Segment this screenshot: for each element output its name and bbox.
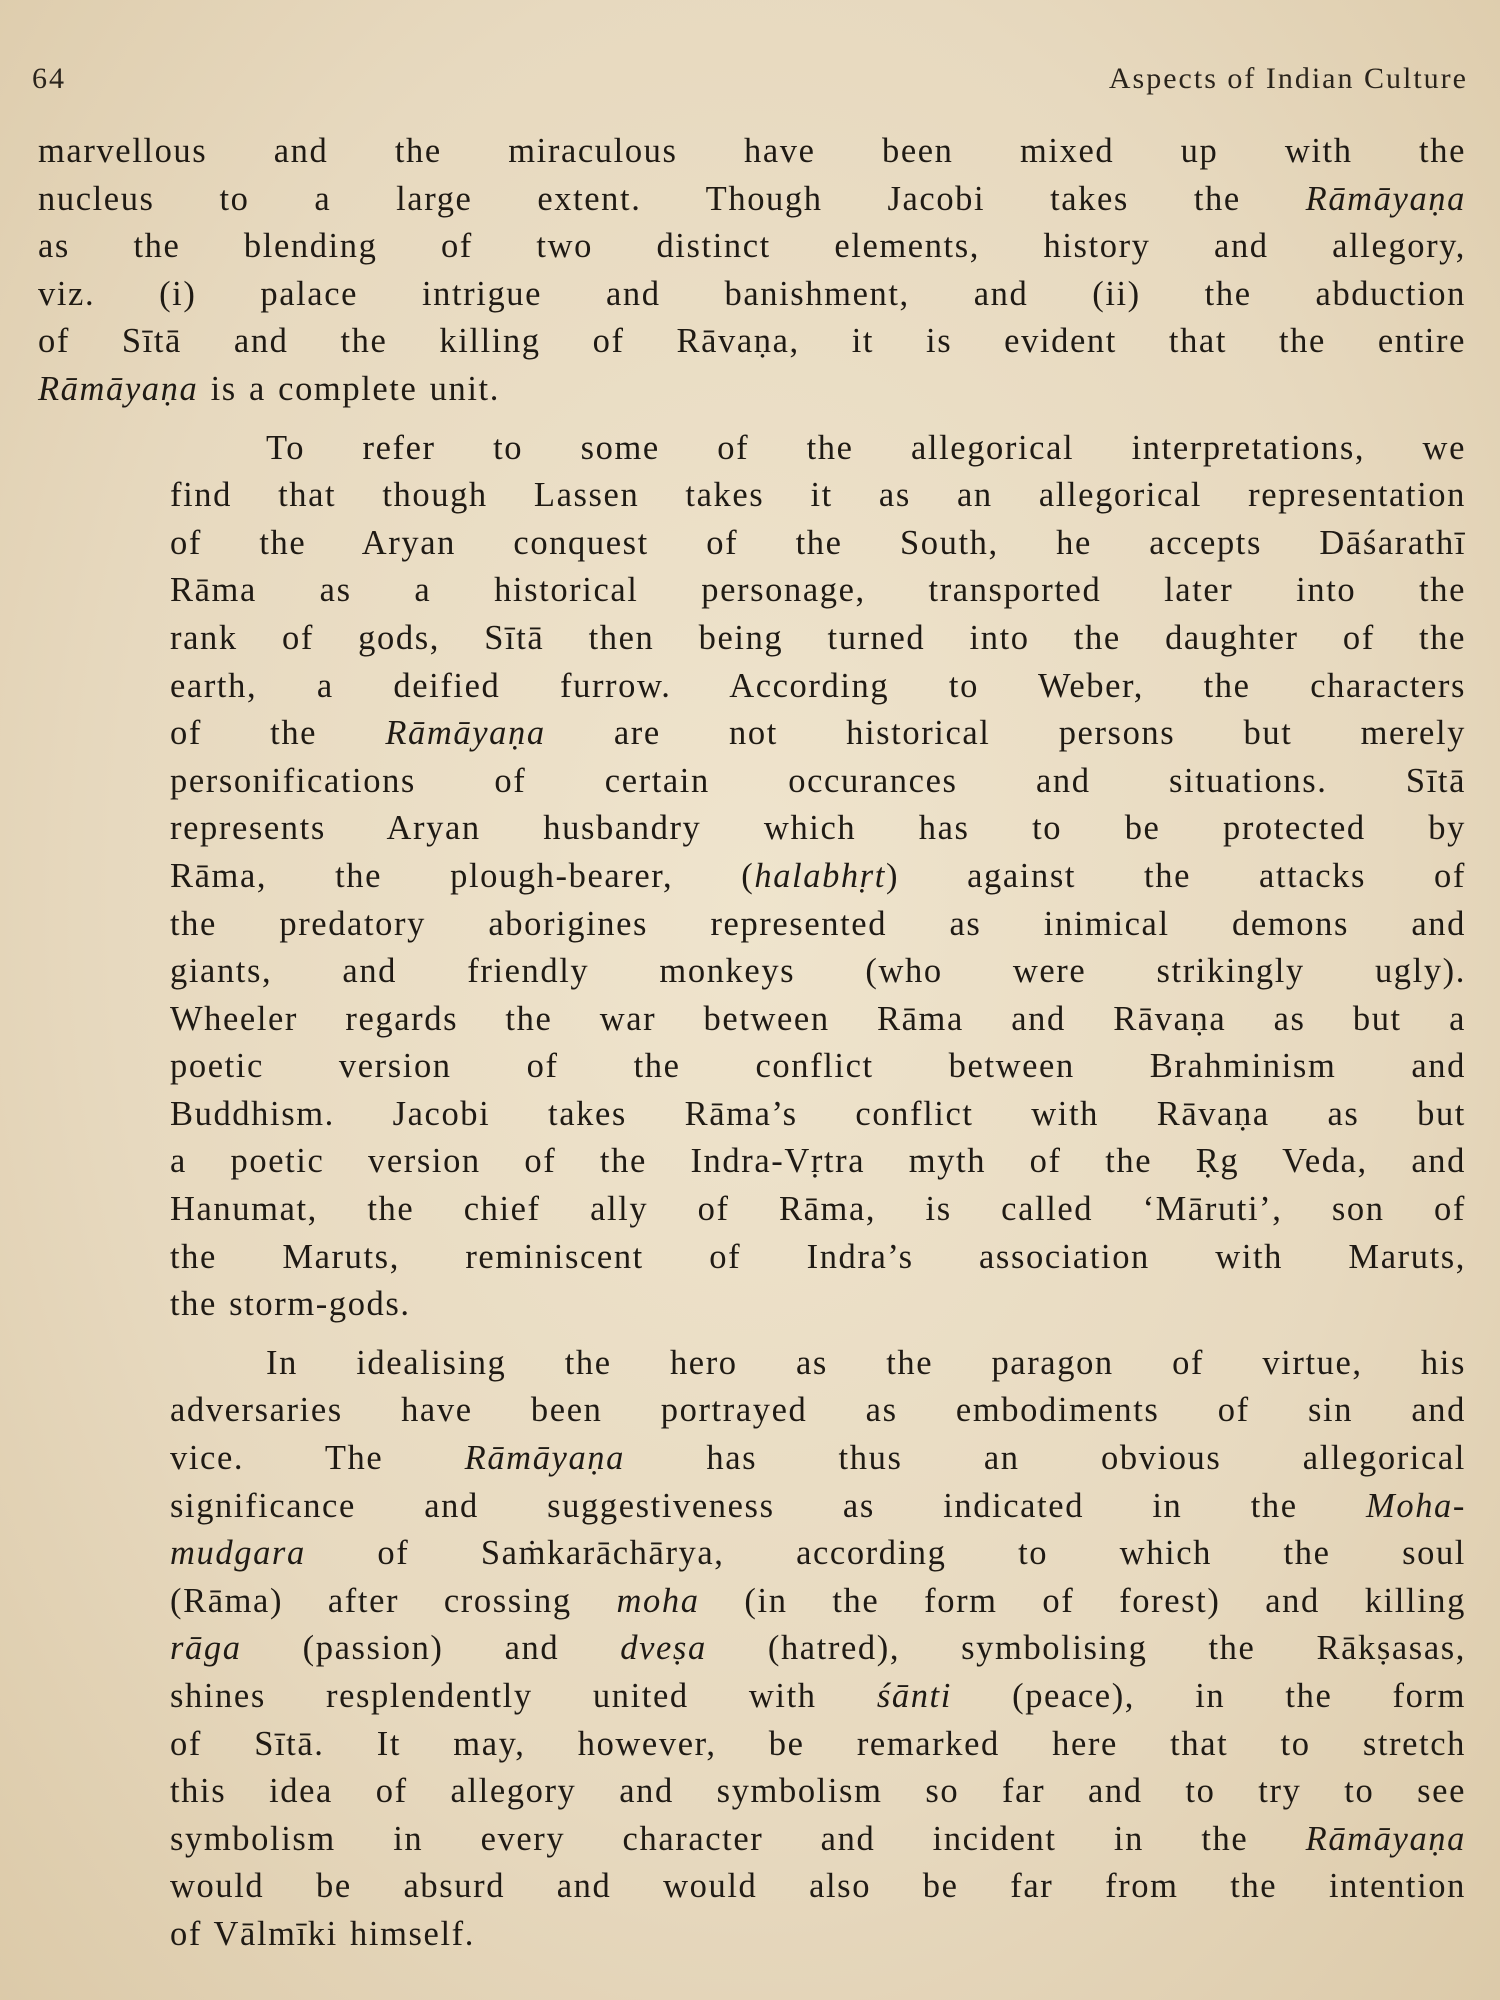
text-line: [38, 615, 1466, 663]
text-run: nucleus to a large extent. Though Jacobi takes the: [38, 179, 1306, 218]
text-run: Hanumat, the chief ally of Rāma, is called ‘Māruti’, son of: [170, 1190, 1466, 1229]
text-run: would be absurd and would also be far from the intention: [170, 1867, 1466, 1906]
text-line: [38, 1721, 1466, 1769]
italic-term: rāga: [170, 1629, 242, 1668]
text-run: (peace), in the form: [951, 1677, 1466, 1715]
text-line: [38, 1911, 1466, 1959]
text-line: [38, 901, 1466, 949]
text-line: [38, 223, 1466, 271]
text-line: [38, 1625, 1466, 1673]
text-line: [38, 1387, 1466, 1435]
italic-term: Rāmāyaṇa: [38, 369, 199, 408]
running-head: [32, 62, 1468, 102]
italic-term: moha: [616, 1581, 700, 1620]
text-run: symbolism in every character and incident in the: [170, 1819, 1306, 1858]
text-line: [38, 1816, 1466, 1864]
text-run: Buddhism. Jacobi takes Rāma’s conflict with Rāvaṇa as but: [170, 1094, 1466, 1133]
text-run: is a complete unit.: [198, 369, 500, 408]
text-run: as the blending of two distinct elements, history and allegory,: [38, 227, 1466, 266]
text-run: vice. The: [170, 1439, 465, 1478]
text-line: [38, 271, 1466, 319]
paragraph-2: [38, 425, 1466, 1329]
paragraph-1: [38, 128, 1466, 414]
text-run: personifications of certain occurances and situations. Sītā: [170, 761, 1466, 800]
text-run: of Sītā and the killing of Rāvaṇa, it is evident that the entire: [38, 322, 1466, 361]
text-run: giants, and friendly monkeys (who were strikingly ugly).: [170, 952, 1466, 991]
text-line: [38, 520, 1466, 568]
text-line: [38, 663, 1466, 711]
text-line: [38, 1578, 1466, 1626]
running-head-title: Aspects of Indian Culture: [1108, 62, 1468, 95]
text-run: poetic version of the conflict between Brahminism and: [170, 1047, 1466, 1086]
text-run: of Saṁkarāchārya, according to which the soul: [305, 1534, 1466, 1573]
text-run: are not historical persons but merely: [545, 714, 1466, 753]
text-line: [38, 758, 1466, 806]
text-run: of the: [170, 714, 386, 753]
text-line: [38, 996, 1466, 1044]
text-run: Rāma as a historical personage, transported later into the: [170, 571, 1466, 610]
italic-term: dveṣa: [620, 1629, 707, 1668]
text-line: [38, 366, 1466, 414]
text-line: [38, 318, 1466, 366]
text-line: [38, 1483, 1466, 1531]
text-run: Rāma, the plough-bearer, (: [170, 856, 755, 895]
text-run: find that though Lassen takes it as an allegorical representation: [170, 476, 1466, 515]
text-line: [38, 1043, 1466, 1091]
text-line: [38, 425, 1466, 473]
text-line: [38, 176, 1466, 224]
text-line: [38, 567, 1466, 615]
text-run: To refer to some of the allegorical interpretations, we: [266, 428, 1466, 467]
text-run: of Vālmīki himself.: [170, 1914, 475, 1953]
text-run: a poetic version of the Indra-Vṛtra myth of the Ṛg Veda, and: [170, 1142, 1466, 1181]
text-run: the Maruts, reminiscent of Indra’s association with Maruts,: [170, 1237, 1466, 1276]
italic-term: Rāmāyaṇa: [1305, 179, 1466, 218]
text-line: [38, 853, 1466, 901]
text-run: Wheeler regards the war between Rāma and Rāvaṇa as but a: [170, 999, 1466, 1038]
text-line: [38, 1863, 1466, 1911]
italic-term: Rāmāyaṇa: [1305, 1819, 1466, 1858]
text-line: [38, 1234, 1466, 1282]
text-run: earth, a deified furrow. According to Weber, the characters: [170, 666, 1466, 705]
italic-term: śānti: [876, 1677, 952, 1715]
text-run: rank of gods, Sītā then being turned into the daughter of the: [170, 618, 1466, 657]
italic-term: Rāmāyaṇa: [464, 1439, 626, 1478]
text-run: has thus an obvious allegorical: [625, 1439, 1466, 1478]
text-run: the predatory aborigines represented as inimical demons and: [170, 904, 1466, 943]
paragraph-3: [38, 1340, 1466, 1959]
text-line: [38, 1768, 1466, 1816]
text-run: this idea of allegory and symbolism so far and to try to see: [170, 1772, 1466, 1811]
text-line: [38, 1091, 1466, 1139]
page-number: 64: [32, 62, 66, 95]
text-run: significance and suggestiveness as indicated in the: [170, 1486, 1367, 1525]
text-line: [38, 1530, 1466, 1578]
text-run: shines resplendently united with: [170, 1677, 877, 1715]
text-run: (Rāma) after crossing: [170, 1581, 617, 1620]
text-run: marvellous and the miraculous have been mixed up with the: [38, 132, 1466, 170]
text-line: [38, 1340, 1466, 1388]
text-run: ) against the attacks of: [886, 856, 1466, 895]
italic-term: Rāmāyaṇa: [385, 714, 546, 753]
text-run: represents Aryan husbandry which has to be protected by: [170, 809, 1466, 848]
text-line: [38, 710, 1466, 758]
italic-term: Moha-: [1366, 1486, 1466, 1525]
text-run: adversaries have been portrayed as embodiments of sin and: [170, 1391, 1466, 1430]
italic-term: mudgara: [170, 1534, 306, 1573]
text-run: of Sītā. It may, however, be remarked here that to stretch: [170, 1724, 1466, 1763]
text-line: [38, 1186, 1466, 1234]
text-line: [38, 1435, 1466, 1483]
text-run: the storm-gods.: [170, 1285, 411, 1324]
text-line: [38, 805, 1466, 853]
body-text: [38, 128, 1466, 1959]
text-run: viz. (i) palace intrigue and banishment, and (ii) the abduction: [38, 274, 1466, 313]
text-run: of the Aryan conquest of the South, he accepts Dāśarathī: [170, 523, 1466, 562]
text-run: (passion) and: [241, 1629, 621, 1668]
text-line: [38, 948, 1466, 996]
text-run: (hatred), symbolising the Rākṣasas,: [706, 1629, 1466, 1668]
text-line: [38, 1281, 1466, 1329]
text-line: [38, 1138, 1466, 1186]
text-line: [38, 472, 1466, 520]
text-line: [38, 128, 1466, 176]
italic-term: halabhṛt: [754, 856, 886, 895]
text-run: In idealising the hero as the paragon of virtue, his: [266, 1343, 1466, 1382]
text-run: (in the form of forest) and killing: [699, 1581, 1466, 1620]
text-line: [38, 1673, 1466, 1721]
